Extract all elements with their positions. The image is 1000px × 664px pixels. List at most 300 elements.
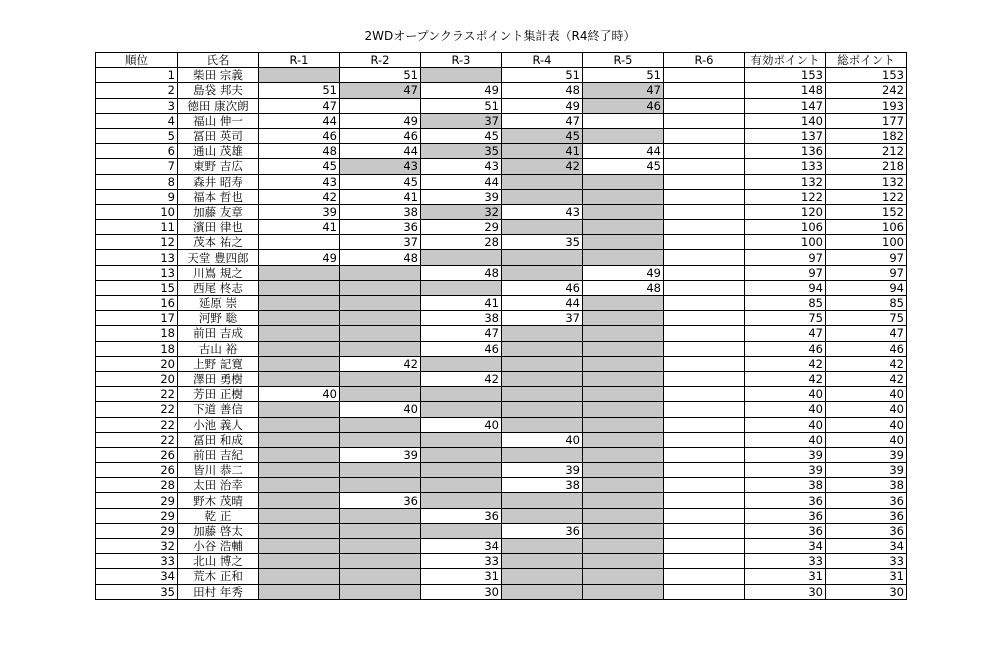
round-2-cell bbox=[340, 569, 421, 584]
round-4-cell bbox=[502, 326, 583, 341]
round-6-cell bbox=[664, 68, 745, 83]
round-1-cell bbox=[259, 432, 340, 447]
round-4-cell: 39 bbox=[502, 463, 583, 478]
round-1-cell bbox=[259, 341, 340, 356]
round-6-cell bbox=[664, 235, 745, 250]
round-4-cell: 45 bbox=[502, 128, 583, 143]
round-3-cell bbox=[421, 493, 502, 508]
round-5-cell bbox=[583, 204, 664, 219]
rank-cell: 28 bbox=[96, 478, 178, 493]
round-1-cell: 46 bbox=[259, 128, 340, 143]
table-body bbox=[96, 68, 907, 600]
round-1-cell bbox=[259, 584, 340, 599]
round-2-cell: 38 bbox=[340, 204, 421, 219]
total-points-cell: 40 bbox=[826, 417, 907, 432]
total-points-cell: 42 bbox=[826, 371, 907, 386]
round-5-cell bbox=[583, 584, 664, 599]
round-1-cell: 39 bbox=[259, 204, 340, 219]
name-cell: 冨田 英司 bbox=[178, 128, 259, 143]
rank-cell: 4 bbox=[96, 113, 178, 128]
valid-points-cell: 100 bbox=[745, 235, 826, 250]
round-5-cell bbox=[583, 250, 664, 265]
table-row bbox=[96, 83, 907, 98]
round-3-cell bbox=[421, 356, 502, 371]
name-cell: 上野 記寛 bbox=[178, 356, 259, 371]
rank-cell: 11 bbox=[96, 220, 178, 235]
round-3-cell: 46 bbox=[421, 341, 502, 356]
name-cell: 加藤 友章 bbox=[178, 204, 259, 219]
name-cell: 柴田 宗義 bbox=[178, 68, 259, 83]
round-3-cell: 36 bbox=[421, 508, 502, 523]
valid-points-cell: 38 bbox=[745, 478, 826, 493]
name-cell: 徳田 康次朗 bbox=[178, 98, 259, 113]
round-1-cell: 40 bbox=[259, 387, 340, 402]
round-2-cell bbox=[340, 371, 421, 386]
round-3-cell: 45 bbox=[421, 128, 502, 143]
valid-points-cell: 97 bbox=[745, 250, 826, 265]
rank-cell: 33 bbox=[96, 554, 178, 569]
page-title: 2WDオープンクラスポイント集計表（R4終了時） bbox=[364, 29, 636, 43]
table-row bbox=[96, 265, 907, 280]
round-6-cell bbox=[664, 387, 745, 402]
valid-points-cell: 153 bbox=[745, 68, 826, 83]
round-1-cell bbox=[259, 356, 340, 371]
table-row bbox=[96, 98, 907, 113]
round-4-cell: 43 bbox=[502, 204, 583, 219]
round-2-cell: 36 bbox=[340, 493, 421, 508]
points-table bbox=[95, 52, 907, 600]
round-5-cell bbox=[583, 174, 664, 189]
round-6-cell bbox=[664, 371, 745, 386]
round-2-cell bbox=[340, 98, 421, 113]
name-cell: 乾 正 bbox=[178, 508, 259, 523]
round-6-cell bbox=[664, 417, 745, 432]
round-2-cell bbox=[340, 341, 421, 356]
table-row bbox=[96, 493, 907, 508]
round-4-cell: 38 bbox=[502, 478, 583, 493]
valid-points-cell: 133 bbox=[745, 159, 826, 174]
round-2-cell bbox=[340, 523, 421, 538]
valid-points-cell: 40 bbox=[745, 432, 826, 447]
total-points-cell: 177 bbox=[826, 113, 907, 128]
table-row bbox=[96, 463, 907, 478]
valid-points-cell: 147 bbox=[745, 98, 826, 113]
round-5-cell: 49 bbox=[583, 265, 664, 280]
round-2-cell: 48 bbox=[340, 250, 421, 265]
round-3-cell bbox=[421, 387, 502, 402]
round-6-cell bbox=[664, 250, 745, 265]
valid-points-cell: 31 bbox=[745, 569, 826, 584]
round-3-cell: 44 bbox=[421, 174, 502, 189]
round-3-cell: 29 bbox=[421, 220, 502, 235]
header-r4: R-4 bbox=[502, 53, 583, 68]
round-5-cell bbox=[583, 523, 664, 538]
table-row bbox=[96, 584, 907, 599]
round-4-cell bbox=[502, 356, 583, 371]
round-2-cell bbox=[340, 387, 421, 402]
table-row bbox=[96, 220, 907, 235]
round-6-cell bbox=[664, 128, 745, 143]
round-3-cell: 32 bbox=[421, 204, 502, 219]
round-3-cell: 38 bbox=[421, 311, 502, 326]
round-3-cell: 51 bbox=[421, 98, 502, 113]
rank-cell: 1 bbox=[96, 68, 178, 83]
round-4-cell bbox=[502, 584, 583, 599]
round-5-cell bbox=[583, 113, 664, 128]
round-4-cell: 35 bbox=[502, 235, 583, 250]
name-cell: 加藤 啓太 bbox=[178, 523, 259, 538]
round-2-cell: 45 bbox=[340, 174, 421, 189]
total-points-cell: 33 bbox=[826, 554, 907, 569]
round-5-cell bbox=[583, 508, 664, 523]
round-2-cell: 37 bbox=[340, 235, 421, 250]
round-2-cell: 36 bbox=[340, 220, 421, 235]
round-5-cell bbox=[583, 387, 664, 402]
round-1-cell: 48 bbox=[259, 144, 340, 159]
round-3-cell: 41 bbox=[421, 296, 502, 311]
total-points-cell: 75 bbox=[826, 311, 907, 326]
round-3-cell: 34 bbox=[421, 539, 502, 554]
round-6-cell bbox=[664, 311, 745, 326]
round-5-cell: 44 bbox=[583, 144, 664, 159]
rank-cell: 26 bbox=[96, 463, 178, 478]
round-1-cell bbox=[259, 493, 340, 508]
table-row bbox=[96, 569, 907, 584]
round-5-cell bbox=[583, 128, 664, 143]
round-4-cell: 46 bbox=[502, 280, 583, 295]
valid-points-cell: 148 bbox=[745, 83, 826, 98]
table-row bbox=[96, 523, 907, 538]
rank-cell: 3 bbox=[96, 98, 178, 113]
round-5-cell bbox=[583, 402, 664, 417]
name-cell: 天堂 豊四郎 bbox=[178, 250, 259, 265]
valid-points-cell: 120 bbox=[745, 204, 826, 219]
round-6-cell bbox=[664, 569, 745, 584]
round-2-cell bbox=[340, 554, 421, 569]
round-3-cell: 37 bbox=[421, 113, 502, 128]
name-cell: 西尾 柊志 bbox=[178, 280, 259, 295]
valid-points-cell: 30 bbox=[745, 584, 826, 599]
rank-cell: 18 bbox=[96, 326, 178, 341]
round-6-cell bbox=[664, 98, 745, 113]
round-4-cell bbox=[502, 265, 583, 280]
rank-cell: 8 bbox=[96, 174, 178, 189]
valid-points-cell: 42 bbox=[745, 356, 826, 371]
round-3-cell: 39 bbox=[421, 189, 502, 204]
rank-cell: 12 bbox=[96, 235, 178, 250]
round-6-cell bbox=[664, 341, 745, 356]
valid-points-cell: 36 bbox=[745, 493, 826, 508]
round-2-cell bbox=[340, 417, 421, 432]
round-2-cell: 40 bbox=[340, 402, 421, 417]
round-2-cell bbox=[340, 326, 421, 341]
table-row bbox=[96, 159, 907, 174]
rank-cell: 7 bbox=[96, 159, 178, 174]
total-points-cell: 132 bbox=[826, 174, 907, 189]
round-5-cell bbox=[583, 311, 664, 326]
round-4-cell: 37 bbox=[502, 311, 583, 326]
round-5-cell bbox=[583, 463, 664, 478]
table-row bbox=[96, 478, 907, 493]
table-row bbox=[96, 311, 907, 326]
round-1-cell: 45 bbox=[259, 159, 340, 174]
rank-cell: 20 bbox=[96, 371, 178, 386]
total-points-cell: 218 bbox=[826, 159, 907, 174]
round-2-cell: 43 bbox=[340, 159, 421, 174]
round-2-cell bbox=[340, 280, 421, 295]
total-points-cell: 193 bbox=[826, 98, 907, 113]
rank-cell: 29 bbox=[96, 523, 178, 538]
table-row bbox=[96, 68, 907, 83]
header-row bbox=[96, 53, 907, 68]
round-1-cell bbox=[259, 311, 340, 326]
round-5-cell bbox=[583, 554, 664, 569]
name-cell: 芳田 正樹 bbox=[178, 387, 259, 402]
total-points-cell: 30 bbox=[826, 584, 907, 599]
round-3-cell bbox=[421, 432, 502, 447]
round-4-cell bbox=[502, 174, 583, 189]
round-4-cell: 51 bbox=[502, 68, 583, 83]
name-cell: 下道 善信 bbox=[178, 402, 259, 417]
rank-cell: 22 bbox=[96, 432, 178, 447]
total-points-cell: 97 bbox=[826, 265, 907, 280]
round-1-cell bbox=[259, 478, 340, 493]
round-2-cell: 39 bbox=[340, 447, 421, 462]
round-2-cell bbox=[340, 508, 421, 523]
round-4-cell bbox=[502, 250, 583, 265]
rank-cell: 22 bbox=[96, 417, 178, 432]
total-points-cell: 97 bbox=[826, 250, 907, 265]
valid-points-cell: 136 bbox=[745, 144, 826, 159]
round-5-cell bbox=[583, 356, 664, 371]
round-2-cell: 47 bbox=[340, 83, 421, 98]
round-1-cell bbox=[259, 68, 340, 83]
round-6-cell bbox=[664, 144, 745, 159]
name-cell: 田村 年秀 bbox=[178, 584, 259, 599]
round-1-cell: 42 bbox=[259, 189, 340, 204]
round-2-cell: 49 bbox=[340, 113, 421, 128]
valid-points-cell: 137 bbox=[745, 128, 826, 143]
round-4-cell bbox=[502, 341, 583, 356]
round-6-cell bbox=[664, 539, 745, 554]
name-cell: 太田 治幸 bbox=[178, 478, 259, 493]
table-row bbox=[96, 554, 907, 569]
total-points-cell: 36 bbox=[826, 493, 907, 508]
rank-cell: 10 bbox=[96, 204, 178, 219]
round-4-cell: 40 bbox=[502, 432, 583, 447]
name-cell: 東野 吉広 bbox=[178, 159, 259, 174]
total-points-cell: 40 bbox=[826, 402, 907, 417]
name-cell: 森井 昭寿 bbox=[178, 174, 259, 189]
round-6-cell bbox=[664, 523, 745, 538]
valid-points-cell: 122 bbox=[745, 189, 826, 204]
valid-points-cell: 40 bbox=[745, 417, 826, 432]
rank-cell: 2 bbox=[96, 83, 178, 98]
rank-cell: 17 bbox=[96, 311, 178, 326]
rank-cell: 32 bbox=[96, 539, 178, 554]
round-3-cell bbox=[421, 447, 502, 462]
round-6-cell bbox=[664, 265, 745, 280]
total-points-cell: 106 bbox=[826, 220, 907, 235]
header-r1: R-1 bbox=[259, 53, 340, 68]
round-4-cell bbox=[502, 220, 583, 235]
table-row bbox=[96, 417, 907, 432]
round-6-cell bbox=[664, 493, 745, 508]
name-cell: 延原 崇 bbox=[178, 296, 259, 311]
valid-points-cell: 140 bbox=[745, 113, 826, 128]
valid-points-cell: 97 bbox=[745, 265, 826, 280]
valid-points-cell: 33 bbox=[745, 554, 826, 569]
rank-cell: 29 bbox=[96, 508, 178, 523]
round-1-cell bbox=[259, 569, 340, 584]
rank-cell: 18 bbox=[96, 341, 178, 356]
name-cell: 茂本 祐之 bbox=[178, 235, 259, 250]
name-cell: 通山 茂雄 bbox=[178, 144, 259, 159]
name-cell: 澤田 勇樹 bbox=[178, 371, 259, 386]
round-3-cell: 49 bbox=[421, 83, 502, 98]
round-1-cell bbox=[259, 371, 340, 386]
round-1-cell bbox=[259, 417, 340, 432]
valid-points-cell: 42 bbox=[745, 371, 826, 386]
total-points-cell: 39 bbox=[826, 463, 907, 478]
name-cell: 濱田 律也 bbox=[178, 220, 259, 235]
header-r3: R-3 bbox=[421, 53, 502, 68]
round-4-cell bbox=[502, 539, 583, 554]
round-4-cell: 36 bbox=[502, 523, 583, 538]
round-6-cell bbox=[664, 508, 745, 523]
table-row bbox=[96, 402, 907, 417]
round-4-cell bbox=[502, 189, 583, 204]
total-points-cell: 242 bbox=[826, 83, 907, 98]
round-4-cell: 47 bbox=[502, 113, 583, 128]
rank-cell: 26 bbox=[96, 447, 178, 462]
table-row bbox=[96, 326, 907, 341]
round-4-cell bbox=[502, 387, 583, 402]
rank-cell: 34 bbox=[96, 569, 178, 584]
round-5-cell bbox=[583, 417, 664, 432]
round-6-cell bbox=[664, 113, 745, 128]
table-row bbox=[96, 341, 907, 356]
round-5-cell bbox=[583, 296, 664, 311]
table-row bbox=[96, 539, 907, 554]
round-3-cell bbox=[421, 523, 502, 538]
valid-points-cell: 39 bbox=[745, 463, 826, 478]
rank-cell: 22 bbox=[96, 387, 178, 402]
round-1-cell bbox=[259, 296, 340, 311]
round-5-cell: 51 bbox=[583, 68, 664, 83]
table-row bbox=[96, 280, 907, 295]
round-2-cell bbox=[340, 463, 421, 478]
table-row bbox=[96, 508, 907, 523]
table-row bbox=[96, 371, 907, 386]
round-1-cell bbox=[259, 523, 340, 538]
round-2-cell bbox=[340, 432, 421, 447]
valid-points-cell: 40 bbox=[745, 387, 826, 402]
table-row bbox=[96, 387, 907, 402]
total-points-cell: 40 bbox=[826, 387, 907, 402]
round-3-cell: 35 bbox=[421, 144, 502, 159]
header-total-points: 総ポイント bbox=[826, 53, 907, 68]
round-3-cell: 47 bbox=[421, 326, 502, 341]
valid-points-cell: 34 bbox=[745, 539, 826, 554]
valid-points-cell: 36 bbox=[745, 508, 826, 523]
rank-cell: 22 bbox=[96, 402, 178, 417]
round-1-cell bbox=[259, 508, 340, 523]
round-2-cell bbox=[340, 311, 421, 326]
round-5-cell bbox=[583, 341, 664, 356]
round-4-cell bbox=[502, 569, 583, 584]
table-row bbox=[96, 128, 907, 143]
round-2-cell: 44 bbox=[340, 144, 421, 159]
valid-points-cell: 94 bbox=[745, 280, 826, 295]
rank-cell: 13 bbox=[96, 265, 178, 280]
header-r6: R-6 bbox=[664, 53, 745, 68]
total-points-cell: 40 bbox=[826, 432, 907, 447]
round-4-cell: 42 bbox=[502, 159, 583, 174]
round-1-cell bbox=[259, 326, 340, 341]
name-cell: 福本 哲也 bbox=[178, 189, 259, 204]
round-6-cell bbox=[664, 447, 745, 462]
rank-cell: 13 bbox=[96, 250, 178, 265]
rank-cell: 35 bbox=[96, 584, 178, 599]
round-1-cell: 44 bbox=[259, 113, 340, 128]
round-5-cell bbox=[583, 432, 664, 447]
round-1-cell bbox=[259, 447, 340, 462]
header-name: 氏名 bbox=[178, 53, 259, 68]
round-5-cell bbox=[583, 326, 664, 341]
round-6-cell bbox=[664, 402, 745, 417]
round-4-cell bbox=[502, 554, 583, 569]
round-4-cell: 48 bbox=[502, 83, 583, 98]
rank-cell: 29 bbox=[96, 493, 178, 508]
rank-cell: 5 bbox=[96, 128, 178, 143]
round-6-cell bbox=[664, 204, 745, 219]
round-4-cell bbox=[502, 508, 583, 523]
total-points-cell: 46 bbox=[826, 341, 907, 356]
table-row bbox=[96, 174, 907, 189]
round-3-cell: 40 bbox=[421, 417, 502, 432]
round-1-cell: 47 bbox=[259, 98, 340, 113]
round-6-cell bbox=[664, 554, 745, 569]
round-5-cell: 45 bbox=[583, 159, 664, 174]
round-1-cell bbox=[259, 265, 340, 280]
valid-points-cell: 85 bbox=[745, 296, 826, 311]
round-5-cell: 48 bbox=[583, 280, 664, 295]
table-row bbox=[96, 432, 907, 447]
round-5-cell bbox=[583, 569, 664, 584]
round-1-cell bbox=[259, 402, 340, 417]
table-row bbox=[96, 189, 907, 204]
total-points-cell: 34 bbox=[826, 539, 907, 554]
round-1-cell: 49 bbox=[259, 250, 340, 265]
round-1-cell: 41 bbox=[259, 220, 340, 235]
round-6-cell bbox=[664, 478, 745, 493]
valid-points-cell: 40 bbox=[745, 402, 826, 417]
name-cell: 小池 義人 bbox=[178, 417, 259, 432]
round-4-cell bbox=[502, 402, 583, 417]
total-points-cell: 212 bbox=[826, 144, 907, 159]
name-cell: 前田 吉成 bbox=[178, 326, 259, 341]
round-6-cell bbox=[664, 356, 745, 371]
round-5-cell bbox=[583, 189, 664, 204]
round-2-cell: 41 bbox=[340, 189, 421, 204]
name-cell: 荒木 正和 bbox=[178, 569, 259, 584]
round-2-cell bbox=[340, 265, 421, 280]
valid-points-cell: 132 bbox=[745, 174, 826, 189]
total-points-cell: 47 bbox=[826, 326, 907, 341]
round-4-cell: 44 bbox=[502, 296, 583, 311]
name-cell: 前田 吉紀 bbox=[178, 447, 259, 462]
